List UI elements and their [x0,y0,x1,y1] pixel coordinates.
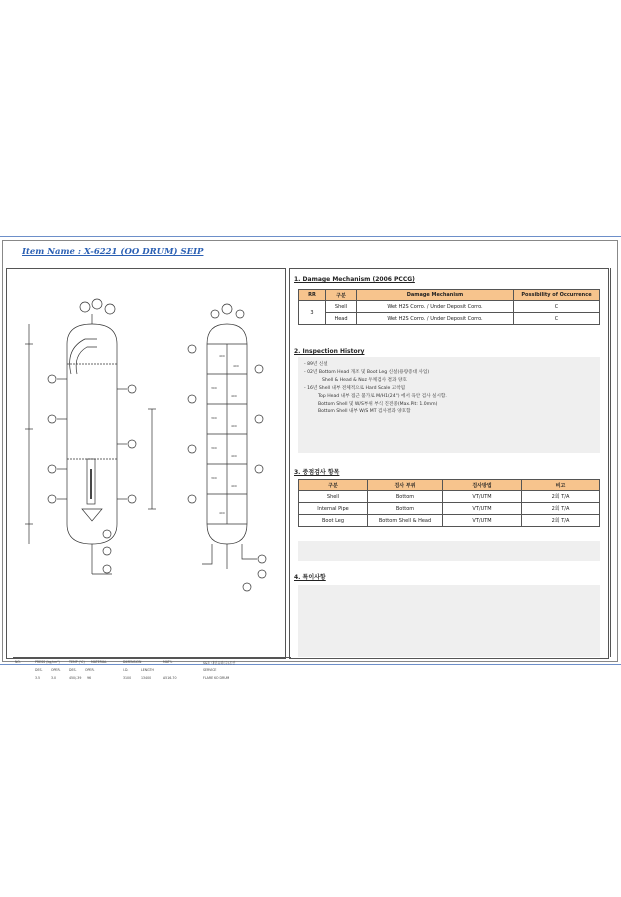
drawing-table-cell: 450/-39 [69,676,82,680]
drawing-table-cell: MATERIAL [91,660,107,664]
vessel-drawing-panel [6,268,286,680]
col-header: 검사방법 [443,480,522,491]
table-cell: 2회 T/A [522,503,600,515]
history-line: Bottom Shell 및 W/S부위 부식 진전중(Max.Pit: 1.0mm) [318,401,438,407]
svg-text:400: 400 [231,454,237,458]
drawing-table-cell: 13400 [141,676,152,680]
table-cell: VT/UTM [443,515,522,527]
svg-text:400: 400 [219,511,225,515]
table-cell: C [514,301,600,313]
history-line: - 89년 신설 [304,362,328,367]
drawing-stamp-line: SERVICE [203,668,217,672]
history-line: Shell & Head & Noz 두께검사 결과 양호 [322,377,407,383]
drawing-table-cell: OPER. [51,668,61,672]
table-cell: Boot Leg [299,515,368,527]
table-cell: Internal Pipe [299,503,368,515]
drawing-table-cell: LENGTH [141,668,154,672]
table-row [299,301,600,313]
drawing-table-cell: A516-70 [163,676,177,680]
history-line: Top Head 내부 접근 불가로 M/H1(24") 에서 육안 검사 실시함. [318,393,447,399]
drawing-table-cell: MAT'L [163,660,173,664]
table-cell: Bottom [368,491,443,503]
inspection-info-panel [289,268,609,659]
vessel-drawing [7,269,285,658]
table-row [299,503,600,515]
rr-value: 3 [299,301,326,325]
frame-divider [610,268,611,657]
drawing-table-cell: TEMP (℃) [69,660,85,664]
history-line: Bottom Shell 내부 W/S MT 검사결과 양호함 [318,409,411,415]
svg-text:400: 400 [231,424,237,428]
table-cell: Bottom [368,503,443,515]
item-title: Item Name : X-6221 (OO DRUM) SEIP [22,247,204,257]
svg-text:400: 400 [219,354,225,358]
table-row [299,491,600,503]
col-header: RR [299,290,326,301]
drawing-table-cell: NO. [15,660,21,664]
col-header: 비고 [522,480,600,491]
table-cell: Wet H2S Corro. / Under Deposit Corro. [357,301,514,313]
drawing-stamp-line: FLARE KO DRUM [203,676,230,680]
table-cell: Wet H2S Corro. / Under Deposit Corro. [357,313,514,325]
section-history-heading: 2. Inspection History [294,348,365,355]
inspection-items-table [298,479,600,527]
drawing-table-cell: DIMENSION [123,660,142,664]
table-cell: VT/UTM [443,491,522,503]
svg-text:400: 400 [231,394,237,398]
table-cell: VT/UTM [443,503,522,515]
drawing-table-cell: 96 [87,676,92,680]
svg-text:300: 300 [211,416,217,420]
history-line: - 02년 Bottom Head 개조 및 Boot Leg 신설(용량증대 사업) [304,369,430,375]
drawing-data-table [13,657,291,683]
drawing-table-cell: OPER. [85,668,95,672]
document-sheet [0,236,621,680]
table-row [299,515,600,527]
table-cell: Head [326,313,357,325]
inspection-notes-box [298,541,600,561]
svg-text:400: 400 [233,364,239,368]
history-line: - 16년 Shell 내부 전체적으로 Hard Scale 고착됨 [304,385,406,391]
drawing-table-cell: 3.0 [51,676,57,680]
svg-text:300: 300 [211,446,217,450]
damage-mechanism-table [298,289,600,325]
col-header: 구분 [326,290,357,301]
drawing-stamp-line: S&T: 대한유화(주)온산 [203,661,236,665]
col-header: 검사 부위 [368,480,443,491]
col-header: Damage Mechanism [357,290,514,301]
table-cell: Shell [326,301,357,313]
table-cell: 2회 T/A [522,515,600,527]
svg-text:400: 400 [231,484,237,488]
col-header: Possibility of Occurrence [514,290,600,301]
svg-text:300: 300 [211,476,217,480]
col-header: 구분 [299,480,368,491]
drawing-table-cell: DES. [35,668,43,672]
table-cell: C [514,313,600,325]
svg-text:300: 300 [211,386,217,390]
drawing-table-cell: 3.5 [35,676,41,680]
section-inspection-heading: 3. 중점검사 항목 [294,469,340,476]
drawing-table-cell: DES. [69,668,77,672]
drawing-table-cell: I.D. [123,668,129,672]
section-special-heading: 4. 특이사항 [294,574,326,581]
table-cell: Shell [299,491,368,503]
table-cell: 2회 T/A [522,491,600,503]
special-notes-box [298,585,600,657]
drawing-table-cell: PRESS (kg/cm²) [35,660,60,664]
section-damage-heading: 1. Damage Mechanism (2006 PCCG) [294,276,415,283]
table-cell: Bottom Shell & Head [368,515,443,527]
history-text [304,361,447,416]
table-row [299,313,600,325]
drawing-table-cell: 3100 [123,676,132,680]
